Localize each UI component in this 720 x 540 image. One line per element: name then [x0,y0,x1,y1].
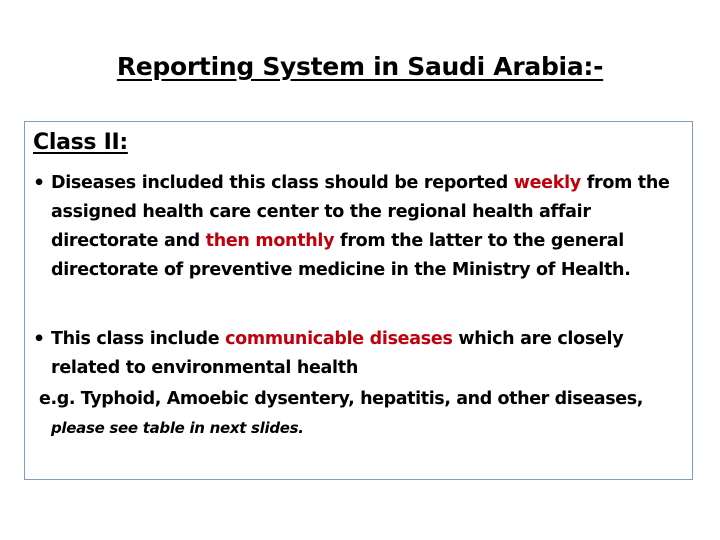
class-heading: Class II: [33,130,128,155]
bullet-dot-icon: • [33,328,45,350]
text-segment: from the assigned health care center to the regional health affair directorate and [51,173,670,251]
slide-title: Reporting System in Saudi Arabia:- [116,52,604,81]
bullet-dot-icon: • [33,172,45,194]
content-box [24,121,693,480]
highlight-weekly: weekly [513,173,581,193]
bullet-text [33,169,688,285]
bullet-item-reporting [33,169,688,285]
highlight-then-monthly: then monthly [205,231,335,251]
bullet-item-communicable [33,325,688,383]
text-segment: This class include [51,329,226,349]
text-segment: from the latter to the general directorate of preventive medicine in the Ministry of Health. [51,231,631,280]
bullet-text [33,325,688,383]
highlight-communicable-diseases: communicable diseases [225,329,453,349]
note-line: please see table in next slides. [51,419,304,437]
text-segment: which are closely related to environmental health [51,329,624,378]
text-segment: Diseases included this class should be reported [51,173,514,193]
example-line: e.g. Typhoid, Amoebic dysentery, hepatitis, and other diseases, [39,389,643,409]
